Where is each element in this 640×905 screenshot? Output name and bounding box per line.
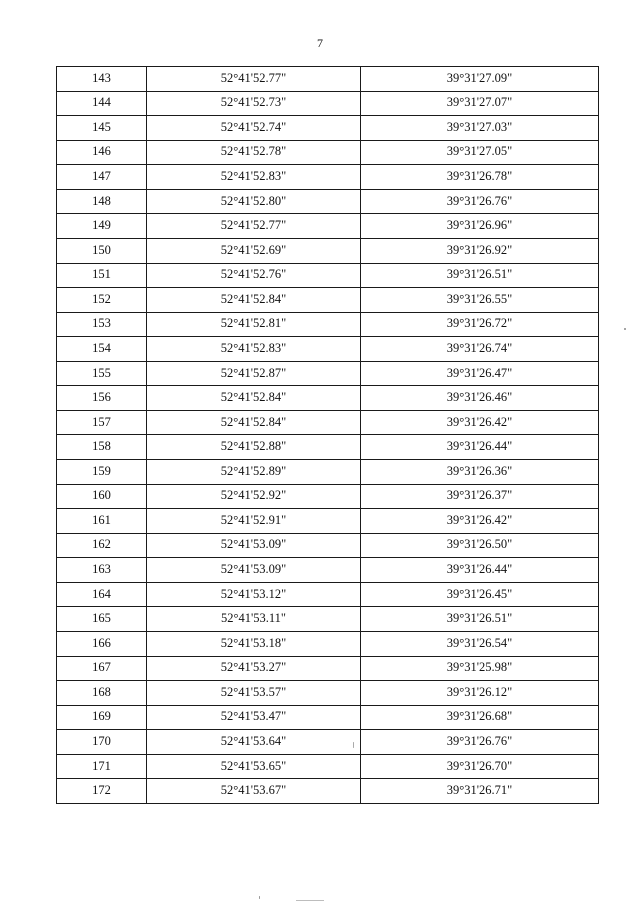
point-number-cell: 152 bbox=[57, 288, 147, 313]
latitude-cell: 52°41'52.69" bbox=[147, 238, 361, 263]
point-number-cell: 164 bbox=[57, 582, 147, 607]
table-row bbox=[57, 361, 599, 386]
point-number-cell: 169 bbox=[57, 705, 147, 730]
table-row bbox=[57, 460, 599, 485]
point-number-cell: 153 bbox=[57, 312, 147, 337]
point-number-cell: 168 bbox=[57, 681, 147, 706]
longitude-cell: 39°31'26.76" bbox=[361, 730, 599, 755]
longitude-cell: 39°31'26.71" bbox=[361, 779, 599, 804]
latitude-cell: 52°41'52.80" bbox=[147, 189, 361, 214]
latitude-cell: 52°41'53.64" bbox=[147, 730, 361, 755]
latitude-cell: 52°41'53.12" bbox=[147, 582, 361, 607]
point-number-cell: 156 bbox=[57, 386, 147, 411]
latitude-cell: 52°41'52.84" bbox=[147, 386, 361, 411]
point-number-cell: 167 bbox=[57, 656, 147, 681]
point-number-cell: 146 bbox=[57, 140, 147, 165]
table-row bbox=[57, 509, 599, 534]
point-number-cell: 154 bbox=[57, 337, 147, 362]
point-number-cell: 160 bbox=[57, 484, 147, 509]
latitude-cell: 52°41'52.83" bbox=[147, 165, 361, 190]
point-number-cell: 171 bbox=[57, 754, 147, 779]
latitude-cell: 52°41'52.88" bbox=[147, 435, 361, 460]
table-row bbox=[57, 238, 599, 263]
point-number-cell: 145 bbox=[57, 116, 147, 141]
latitude-cell: 52°41'52.77" bbox=[147, 214, 361, 239]
table-row bbox=[57, 140, 599, 165]
table-row bbox=[57, 288, 599, 313]
point-number-cell: 147 bbox=[57, 165, 147, 190]
table-row bbox=[57, 582, 599, 607]
table-row bbox=[57, 263, 599, 288]
latitude-cell: 52°41'52.87" bbox=[147, 361, 361, 386]
latitude-cell: 52°41'52.77" bbox=[147, 67, 361, 92]
point-number-cell: 166 bbox=[57, 631, 147, 656]
table-row bbox=[57, 410, 599, 435]
longitude-cell: 39°31'26.70" bbox=[361, 754, 599, 779]
point-number-cell: 161 bbox=[57, 509, 147, 534]
table-row bbox=[57, 607, 599, 632]
latitude-cell: 52°41'53.57" bbox=[147, 681, 361, 706]
longitude-cell: 39°31'26.51" bbox=[361, 263, 599, 288]
point-number-cell: 159 bbox=[57, 460, 147, 485]
scan-speck bbox=[624, 328, 626, 330]
table-row bbox=[57, 681, 599, 706]
point-number-cell: 151 bbox=[57, 263, 147, 288]
table-row bbox=[57, 386, 599, 411]
longitude-cell: 39°31'27.03" bbox=[361, 116, 599, 141]
point-number-cell: 170 bbox=[57, 730, 147, 755]
longitude-cell: 39°31'26.12" bbox=[361, 681, 599, 706]
point-number-cell: 157 bbox=[57, 410, 147, 435]
table-row bbox=[57, 67, 599, 92]
longitude-cell: 39°31'25.98" bbox=[361, 656, 599, 681]
table-row bbox=[57, 116, 599, 141]
longitude-cell: 39°31'26.76" bbox=[361, 189, 599, 214]
table-row bbox=[57, 558, 599, 583]
table-row bbox=[57, 312, 599, 337]
table-row bbox=[57, 779, 599, 804]
point-number-cell: 150 bbox=[57, 238, 147, 263]
table-row bbox=[57, 337, 599, 362]
longitude-cell: 39°31'26.55" bbox=[361, 288, 599, 313]
longitude-cell: 39°31'26.44" bbox=[361, 435, 599, 460]
longitude-cell: 39°31'26.47" bbox=[361, 361, 599, 386]
latitude-cell: 52°41'52.73" bbox=[147, 91, 361, 116]
table-row bbox=[57, 631, 599, 656]
table-row bbox=[57, 214, 599, 239]
point-number-cell: 155 bbox=[57, 361, 147, 386]
latitude-cell: 52°41'52.92" bbox=[147, 484, 361, 509]
latitude-cell: 52°41'52.91" bbox=[147, 509, 361, 534]
latitude-cell: 52°41'52.76" bbox=[147, 263, 361, 288]
latitude-cell: 52°41'52.81" bbox=[147, 312, 361, 337]
latitude-cell: 52°41'52.83" bbox=[147, 337, 361, 362]
point-number-cell: 158 bbox=[57, 435, 147, 460]
latitude-cell: 52°41'52.84" bbox=[147, 288, 361, 313]
point-number-cell: 172 bbox=[57, 779, 147, 804]
longitude-cell: 39°31'26.44" bbox=[361, 558, 599, 583]
table-row bbox=[57, 189, 599, 214]
longitude-cell: 39°31'26.42" bbox=[361, 509, 599, 534]
point-number-cell: 149 bbox=[57, 214, 147, 239]
point-number-cell: 162 bbox=[57, 533, 147, 558]
longitude-cell: 39°31'26.96" bbox=[361, 214, 599, 239]
point-number-cell: 165 bbox=[57, 607, 147, 632]
latitude-cell: 52°41'53.67" bbox=[147, 779, 361, 804]
table-row bbox=[57, 165, 599, 190]
latitude-cell: 52°41'53.18" bbox=[147, 631, 361, 656]
latitude-cell: 52°41'53.09" bbox=[147, 533, 361, 558]
longitude-cell: 39°31'26.74" bbox=[361, 337, 599, 362]
table-row bbox=[57, 656, 599, 681]
scan-speck bbox=[353, 742, 354, 748]
longitude-cell: 39°31'27.09" bbox=[361, 67, 599, 92]
longitude-cell: 39°31'26.54" bbox=[361, 631, 599, 656]
scan-speck bbox=[259, 896, 260, 899]
longitude-cell: 39°31'26.72" bbox=[361, 312, 599, 337]
table-row bbox=[57, 705, 599, 730]
latitude-cell: 52°41'52.89" bbox=[147, 460, 361, 485]
latitude-cell: 52°41'52.84" bbox=[147, 410, 361, 435]
point-number-cell: 144 bbox=[57, 91, 147, 116]
table-row bbox=[57, 484, 599, 509]
latitude-cell: 52°41'53.65" bbox=[147, 754, 361, 779]
longitude-cell: 39°31'26.50" bbox=[361, 533, 599, 558]
longitude-cell: 39°31'26.92" bbox=[361, 238, 599, 263]
longitude-cell: 39°31'26.78" bbox=[361, 165, 599, 190]
page-number: 7 bbox=[317, 36, 323, 50]
point-number-cell: 163 bbox=[57, 558, 147, 583]
scan-edge-mark bbox=[296, 900, 324, 901]
coordinates-table-body bbox=[57, 67, 599, 804]
latitude-cell: 52°41'52.74" bbox=[147, 116, 361, 141]
coordinates-table bbox=[56, 66, 599, 804]
table-row bbox=[57, 435, 599, 460]
point-number-cell: 148 bbox=[57, 189, 147, 214]
longitude-cell: 39°31'27.07" bbox=[361, 91, 599, 116]
table-row bbox=[57, 91, 599, 116]
latitude-cell: 52°41'53.27" bbox=[147, 656, 361, 681]
longitude-cell: 39°31'26.68" bbox=[361, 705, 599, 730]
table-row bbox=[57, 730, 599, 755]
longitude-cell: 39°31'26.45" bbox=[361, 582, 599, 607]
longitude-cell: 39°31'26.37" bbox=[361, 484, 599, 509]
longitude-cell: 39°31'26.46" bbox=[361, 386, 599, 411]
latitude-cell: 52°41'53.11" bbox=[147, 607, 361, 632]
longitude-cell: 39°31'26.51" bbox=[361, 607, 599, 632]
longitude-cell: 39°31'26.36" bbox=[361, 460, 599, 485]
point-number-cell: 143 bbox=[57, 67, 147, 92]
longitude-cell: 39°31'26.42" bbox=[361, 410, 599, 435]
table-row bbox=[57, 754, 599, 779]
longitude-cell: 39°31'27.05" bbox=[361, 140, 599, 165]
latitude-cell: 52°41'53.47" bbox=[147, 705, 361, 730]
latitude-cell: 52°41'52.78" bbox=[147, 140, 361, 165]
latitude-cell: 52°41'53.09" bbox=[147, 558, 361, 583]
table-row bbox=[57, 533, 599, 558]
